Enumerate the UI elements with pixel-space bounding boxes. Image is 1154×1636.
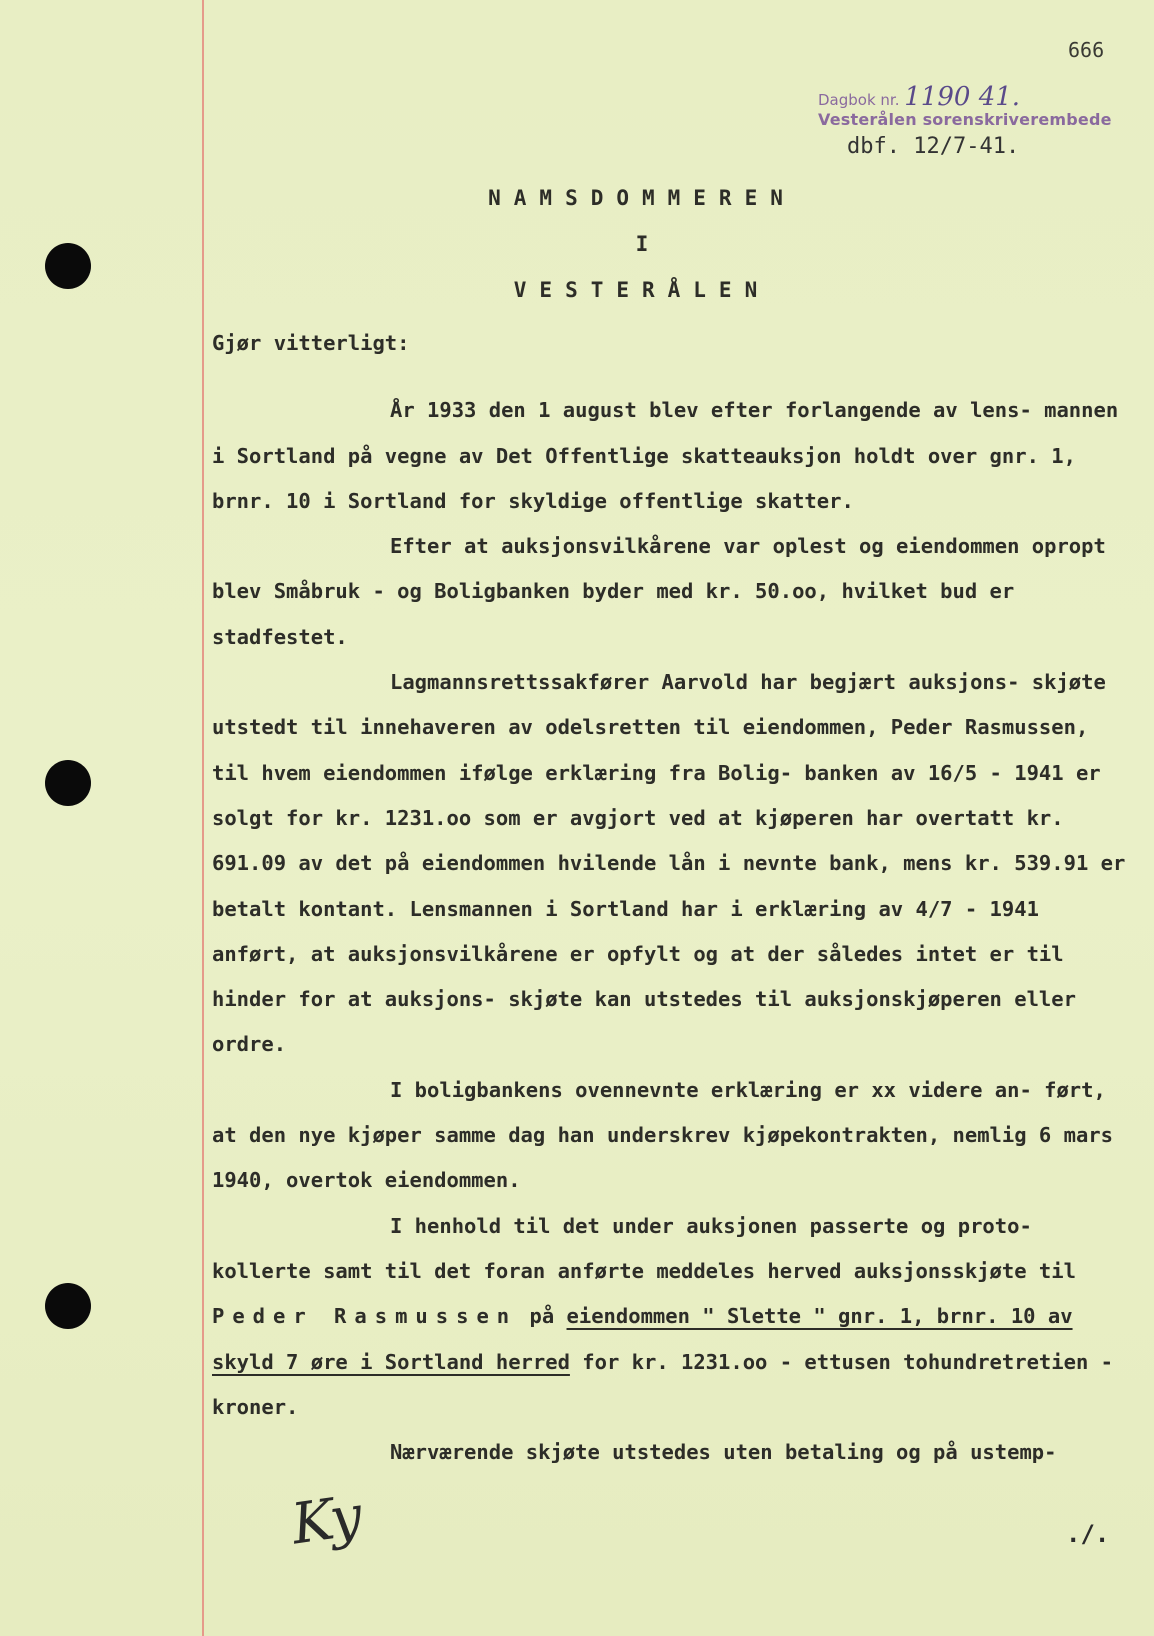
journal-number: 1190 41. xyxy=(904,82,1021,112)
handwritten-initials: Ky xyxy=(287,1483,367,1558)
heading-line-2: I xyxy=(635,232,649,256)
dbf-date: dbf. 12/7-41. xyxy=(847,134,1020,159)
property-description: eiendommen " Slette " gnr. 1, brnr. 10 av skyld 7 øre i Sortland herred xyxy=(212,1304,1073,1374)
stamp-office: Vesterålen sorenskriverembede xyxy=(818,110,1112,129)
heading-line-1: NAMSDOMMEREN xyxy=(488,186,796,210)
document-body xyxy=(212,321,1128,1475)
punch-hole xyxy=(45,1283,91,1329)
heading-line-3: VESTERÅLEN xyxy=(513,278,771,302)
paragraph: Lagmannsrettssakfører Aarvold har begjært auksjons- skjøte utstedt til innehaveren av odelsretten til eiendommen, Peder Rasmussen, til hvem eiendommen ifølge erklæring fra Bolig- banken av 16/5 - 1941 er solgt for kr. 1231.oo som er avgjort ved at kjøperen har overtatt kr. 691.09 av det på eiendommen hvilende lån i nevnte bank, mens kr. 539.91 er betalt kontant. Lensmannen i Sortland har i erklæring av 4/7 - 1941 anført, at auksjonsvilkårene er opfylt og at der således intet er til hinder for at auksjons- skjøte kan utstedes til auksjonskjøperen eller ordre. xyxy=(212,670,1126,1057)
punch-hole xyxy=(45,760,91,806)
buyer-name: Peder Rasmussen xyxy=(212,1304,518,1329)
salutation: Gjør vitterligt: xyxy=(212,331,410,355)
continuation-mark: ./. xyxy=(1066,1520,1110,1548)
paragraph: Efter at auksjonsvilkårene var oplest og eiendommen opropt blev Småbruk - og Boligbanken byder med kr. 50.oo, hvilket bud er stadfestet. xyxy=(212,534,1106,649)
journal-stamp xyxy=(818,82,1020,112)
paragraph: Nærværende skjøte utstedes uten betaling og på ustemp- xyxy=(390,1440,1057,1465)
paragraph: I henhold til det under auksjonen passerte og proto- kollerte samt til det foran anførte meddeles herved auksjonsskjøte til Peder Rasmussen på eiendommen " Slette " gnr. 1, brnr. 10 av skyld 7 øre i Sortland herred for kr. 1231.oo - ettusen tohundretretien - kroner. xyxy=(212,1213,1113,1419)
paragraph: År 1933 den 1 august blev efter forlangende av lens- mannen i Sortland på vegne av Det Offentlige skatteauksjon holdt over gnr. 1, brnr. 10 i Sortland for skyldige offentlige skatter. xyxy=(212,398,1119,513)
page-number: 666 xyxy=(1068,38,1105,62)
stamp-prefix: Dagbok nr. xyxy=(818,91,900,109)
paragraph: I boligbankens ovennevnte erklæring er xx videre an- ført, at den nye kjøper samme dag han underskrev kjøpekontrakten, nemlig 6 mars 1940, overtok eiendommen. xyxy=(212,1077,1113,1193)
